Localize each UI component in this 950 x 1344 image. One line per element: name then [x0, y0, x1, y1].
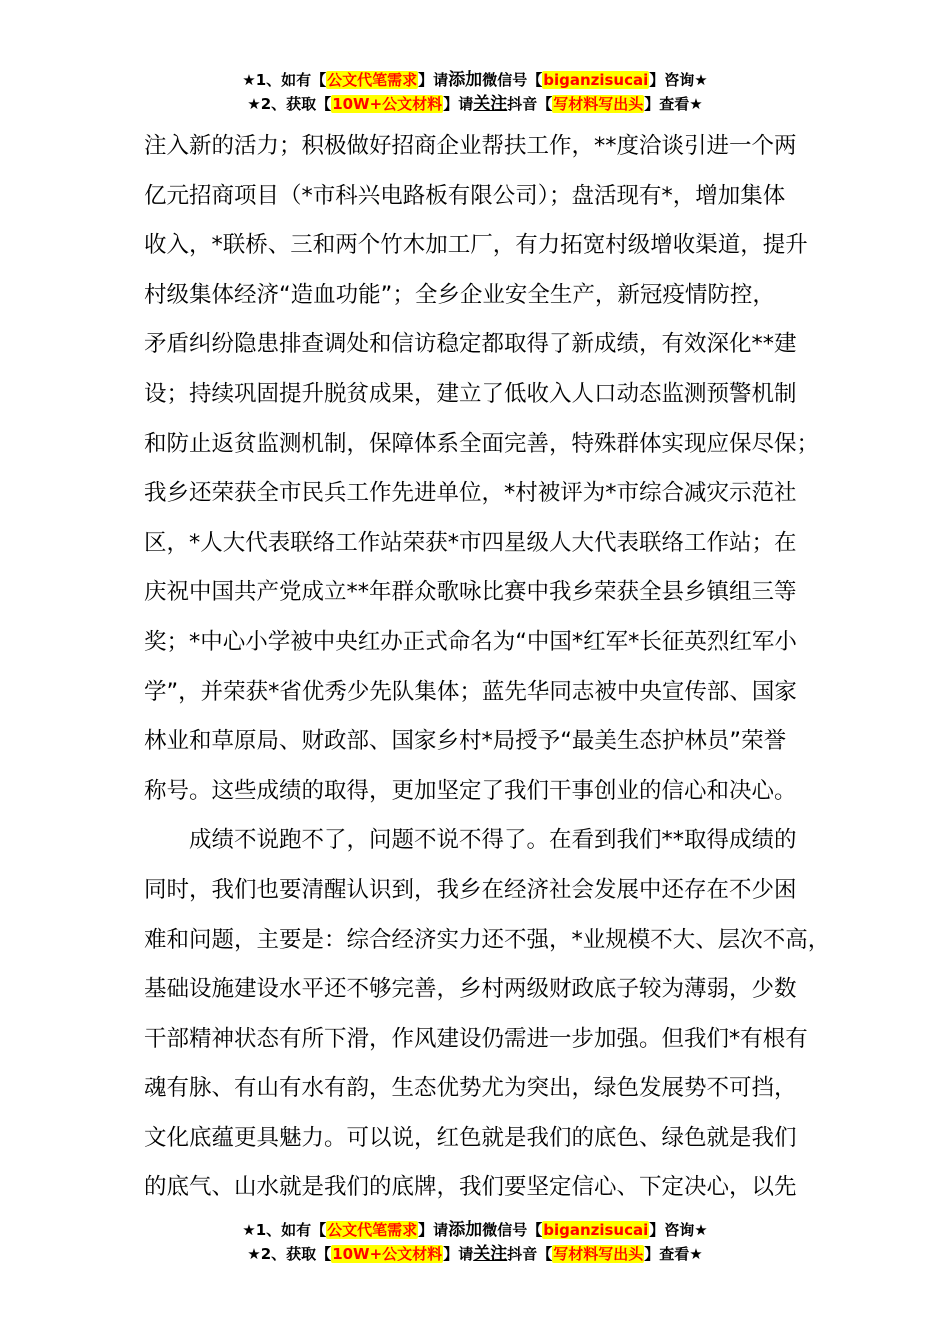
- paragraph-2: [144, 816, 834, 1213]
- document-body: [144, 122, 834, 1213]
- banner-emphasis: 添加: [448, 1220, 483, 1240]
- text-line: 我乡还荣获全市民兵工作先进单位，*村被评为*市综合减灾示范社: [144, 480, 797, 507]
- banner-wechat-id: biganzisucai: [543, 71, 649, 89]
- text-line: 村级集体经济“造血功能”；全乡企业安全生产，新冠疫情防控，: [144, 281, 775, 308]
- text-line: 庆祝中国共产党成立**年群众歌咏比赛中我乡荣获全县乡镇组三等: [144, 579, 797, 606]
- text-line: 学”，并荣获*省优秀少先队集体；蓝先华同志被中央宣传部、国家: [144, 678, 797, 705]
- footer-banner: [0, 1218, 950, 1266]
- paragraph-1: [144, 122, 834, 816]
- text-line: 矛盾纠纷隐患排查调处和信访稳定都取得了新成绩，有效深化**建: [144, 331, 797, 358]
- text-line: 设；持续巩固提升脱贫成果，建立了低收入人口动态监测预警机制: [144, 380, 797, 407]
- banner-highlight: 公文代笔需求: [327, 71, 418, 89]
- banner-emphasis: 关注: [473, 1244, 508, 1264]
- text-line: 文化底蕴更具魅力。可以说，红色就是我们的底色、绿色就是我们: [144, 1124, 797, 1151]
- banner-douyin-id: 写材料写出头: [553, 95, 644, 113]
- text-line: 收入，*联桥、三和两个竹木加工厂，有力拓宽村级增收渠道，提升: [144, 232, 808, 259]
- banner-wechat-id: biganzisucai: [543, 1221, 649, 1239]
- banner-line-1: ★1、如有【公文代笔需求】请添加微信号【biganzisucai】咨询★: [242, 70, 708, 90]
- text-line: 林业和草原局、财政部、国家乡村*局授予“最美生态护林员”荣誉: [144, 728, 787, 755]
- text-line: 基础设施建设水平还不够完善，乡村两级财政底子较为薄弱，少数: [144, 976, 797, 1003]
- text-line: 称号。这些成绩的取得，更加坚定了我们干事创业的信心和决心。: [144, 777, 797, 804]
- text-line: 魂有脉、有山有水有韵，生态优势尤为突出，绿色发展势不可挡，: [144, 1075, 797, 1102]
- text-line: 难和问题，主要是：综合经济实力还不强，*业规模不大、层次不高，: [144, 926, 831, 953]
- banner-douyin-id: 写材料写出头: [553, 1245, 644, 1263]
- text-line: 同时，我们也要清醒认识到，我乡在经济社会发展中还存在不少困: [144, 876, 797, 903]
- header-banner: [0, 68, 950, 116]
- text-line: 亿元招商项目（*市科兴电路板有限公司）；盘活现有*，增加集体: [144, 182, 786, 209]
- text-line: 区，*人大代表联络工作站荣获*市四星级人大代表联络工作站；在: [144, 529, 797, 556]
- banner-line-2: ★2、获取【10W+公文材料】请关注抖音【写材料写出头】查看★: [247, 1244, 703, 1264]
- text-line: 干部精神状态有所下滑，作风建设仍需进一步加强。但我们*有根有: [144, 1025, 808, 1052]
- text-line: 成绩不说跑不了，问题不说不得了。在看到我们**取得成绩的: [189, 827, 797, 854]
- banner-emphasis: 添加: [448, 70, 483, 90]
- text-line: 的底气、山水就是我们的底牌，我们要坚定信心、下定决心，以先: [144, 1174, 797, 1201]
- banner-highlight: 10W+公文材料: [332, 95, 443, 113]
- banner-line-2: ★2、获取【10W+公文材料】请关注抖音【写材料写出头】查看★: [247, 94, 703, 114]
- text-line: 奖；*中心小学被中央红办正式命名为“中国*红军*长征英烈红军小: [144, 628, 797, 655]
- text-line: 注入新的活力；积极做好招商企业帮扶工作，**度洽谈引进一个两: [144, 133, 797, 159]
- text-line: 和防止返贫监测机制，保障体系全面完善，特殊群体实现应保尽保；: [144, 430, 820, 457]
- banner-highlight: 10W+公文材料: [332, 1245, 443, 1263]
- banner-emphasis: 关注: [473, 94, 508, 114]
- banner-highlight: 公文代笔需求: [327, 1221, 418, 1239]
- banner-line-1: ★1、如有【公文代笔需求】请添加微信号【biganzisucai】咨询★: [242, 1220, 708, 1240]
